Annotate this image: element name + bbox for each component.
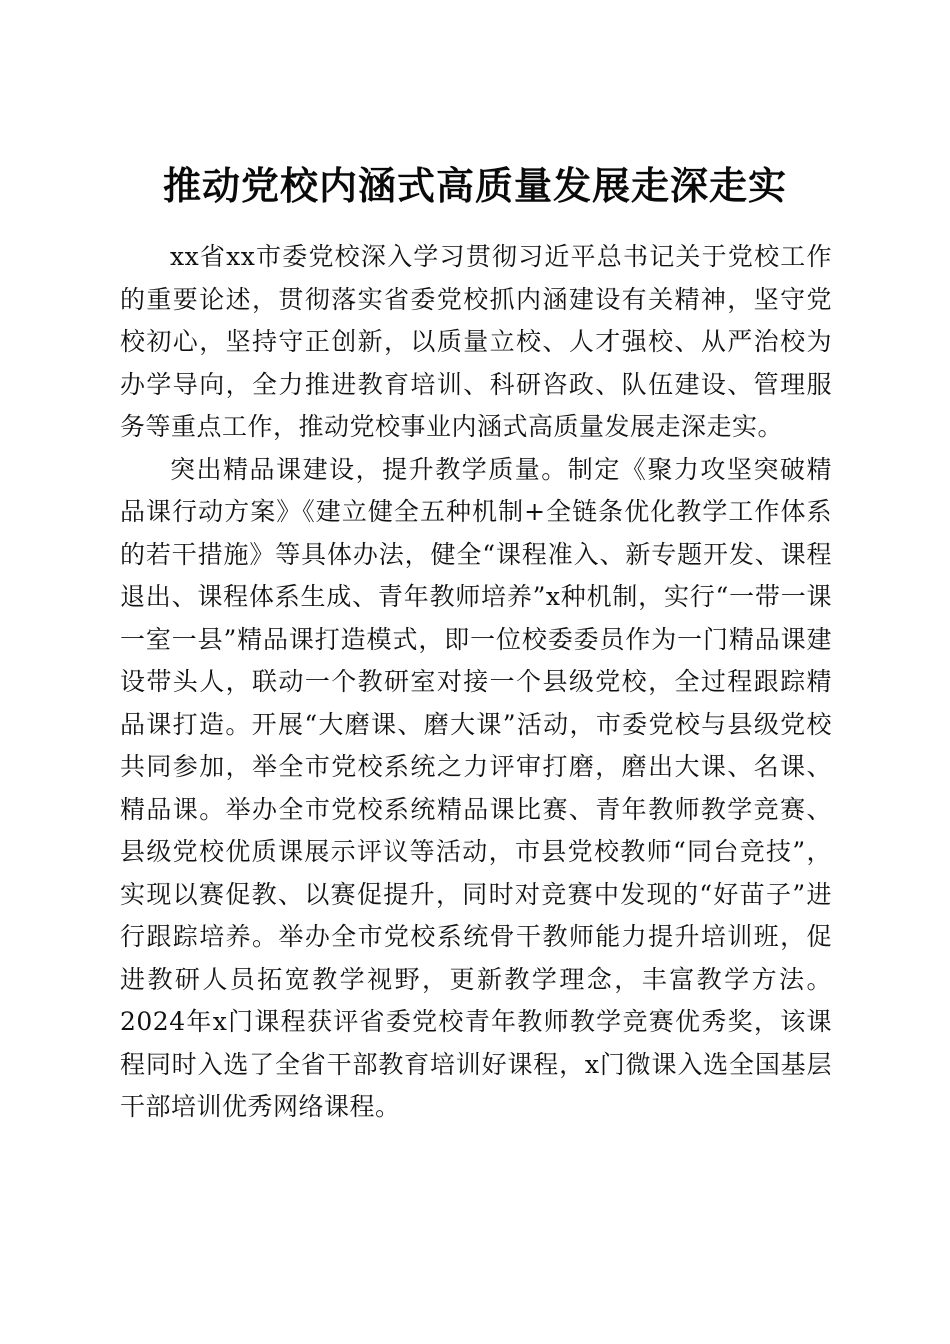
document-body xyxy=(120,236,832,1129)
document-title: 推动党校内涵式高质量发展走深走实 xyxy=(162,163,787,209)
paragraph-quality-courses: 突出精品课建设，提升教学质量。制定《聚力攻坚突破精品课行动方案》《建立健全五种机制+全链条优化教学工作体系的若干措施》等具体办法，健全“课程准入、新专题开发、课程退出、课程体系生成、青年教师培养”x种机制，实行“一带一课一室一县”精品课打造模式，即一位校委委员作为一门精品课建设带头人，联动一个教研室对接一个县级党校，全过程跟踪精品课打造。开展“大磨课、磨大课”活动，市委党校与县级党校共同参加，举全市党校系统之力评审打磨，磨出大课、名课、精品课。举办全市党校系统精品课比赛、青年教师教学竞赛、县级党校优质课展示评议等活动，市县党校教师“同台竞技”，实现以赛促教、以赛促提升，同时对竞赛中发现的“好苗子”进行跟踪培养。举办全市党校系统骨干教师能力提升培训班，促进教研人员拓宽教学视野，更新教学理念，丰富教学方法。2024年x门课程获评省委党校青年教师教学竞赛优秀奖，该课程同时入选了全省干部教育培训好课程，x门微课入选全国基层干部培训优秀网络课程。 xyxy=(120,454,832,1121)
paragraph-intro: xx省xx市委党校深入学习贯彻习近平总书记关于党校工作的重要论述，贯彻落实省委党校抓内涵建设有关精神，坚守党校初心，坚持守正创新，以质量立校、人才强校、从严治校为办学导向，全力推进教育培训、科研咨政、队伍建设、管理服务等重点工作，推动党校事业内涵式高质量发展走深走实。 xyxy=(120,242,832,441)
